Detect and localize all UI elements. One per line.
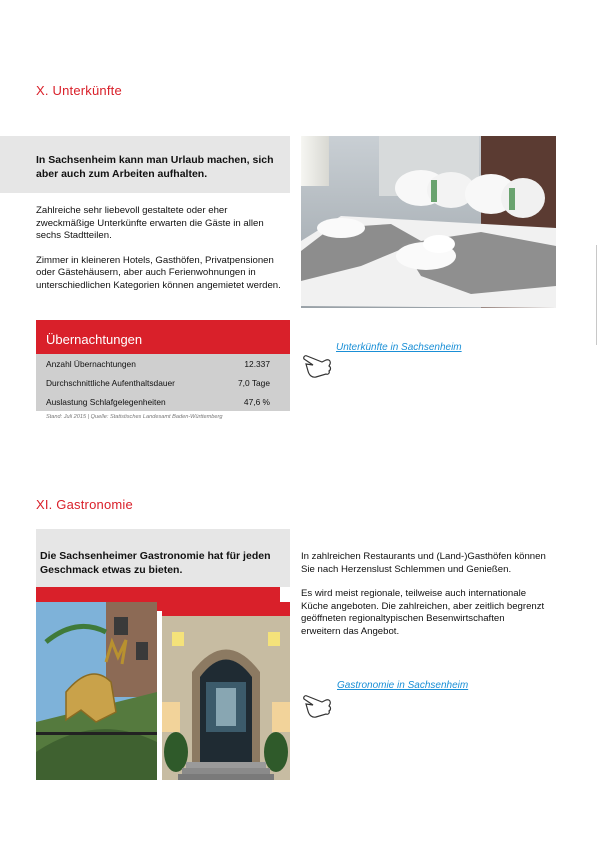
edge-divider (596, 245, 597, 345)
pointing-hand-icon (302, 344, 336, 378)
stats-value: 7,0 Tage (238, 377, 270, 388)
stats-row (36, 392, 290, 411)
stag-sign-photo (36, 602, 157, 780)
stats-table (36, 354, 290, 411)
link-gastronomie[interactable]: Gastronomie in Sachsenheim (337, 680, 469, 691)
stats-value: 47,6 % (243, 396, 270, 407)
section-title-unterkuenfte: X. Unterkünfte (36, 83, 122, 98)
link-unterkuenfte[interactable]: Unterkünfte in Sachsenheim (336, 342, 462, 353)
restaurant-entrance-photo (162, 602, 290, 780)
lead-text-unterkuenfte: In Sachsenheim kann man Urlaub machen, sich aber auch zum Arbeiten aufhalten. (36, 154, 274, 180)
stats-label: Anzahl Übernachtungen (46, 358, 136, 369)
pointing-hand-icon (302, 684, 336, 718)
stats-panel (36, 320, 290, 420)
lead-box-gastronomie (36, 529, 290, 587)
lead-text-gastronomie: Die Sachsenheimer Gastronomie hat für jeden Geschmack etwas zu bieten. (40, 550, 271, 576)
paragraph: Es wird meist regionale, teilweise auch internationale Küche angeboten. Die zahlreichen, aber zeitlich begrenzt geöffneten regionaltypischen Besenwirtschaften erweitern das Angebot. (301, 588, 545, 637)
stats-source-note: Stand: Juli 2015 | Quelle: Statistisches Landesamt Baden-Württemberg (46, 414, 223, 420)
body-text-gastronomie (301, 551, 546, 651)
paragraph: In zahlreichen Restaurants und (Land-)Gasthöfen können Sie nach Herzenslust Schlemmen und Genießen. (301, 551, 546, 575)
stats-title: Übernachtungen (36, 320, 290, 354)
paragraph: Zimmer in kleineren Hotels, Gasthöfen, Privatpensionen oder Gästehäusern, aber auch Ferienwohnungen in unterschiedlichen Kategorien können angemietet werden. (36, 254, 281, 291)
stats-value: 12.337 (244, 358, 270, 369)
section-title-gastronomie: XI. Gastronomie (36, 497, 133, 512)
lead-box-unterkuenfte (0, 136, 290, 193)
stats-row (36, 354, 290, 373)
hotel-room-photo (301, 136, 556, 308)
stats-label: Durchschnittliche Aufenthaltsdauer (46, 377, 175, 388)
stats-row (36, 373, 290, 392)
stats-label: Auslastung Schlafgelegenheiten (46, 396, 166, 407)
paragraph: Zahlreiche sehr liebevoll gestaltete oder eher zweckmäßige Unterkünfte erwarten die Gäste in allen sechs Stadtteilen. (36, 205, 264, 242)
body-text-unterkuenfte (36, 205, 281, 305)
